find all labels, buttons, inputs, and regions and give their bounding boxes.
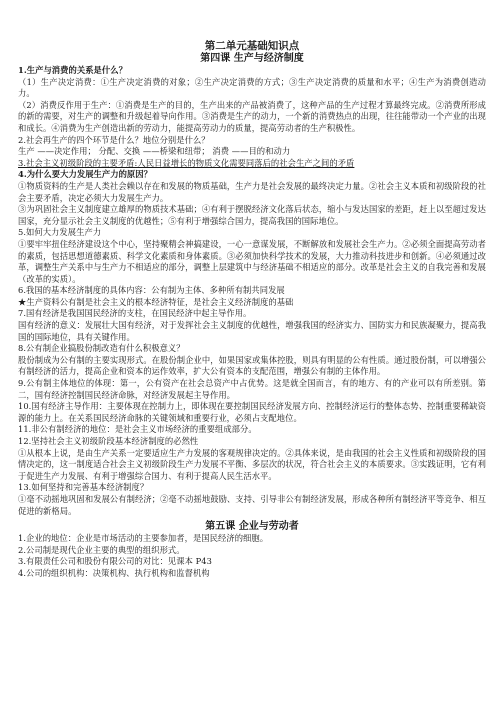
lesson4-paragraph: ①从根本上说，是由生产关系一定要适应生产力发展的客观规律决定的。②具体来说，是由我国的社会主义性质和初级阶段的国情决定的，这一制度适合社会主义初级阶段生产力发展不平衡、多层次的状况，符合社会主义的本质要求。③实践证明，它有利于促进生产力发展、有利于增强综合国力、有利于提高人民生活水平。 — [18, 447, 486, 481]
lesson5-paragraph: 1.企业的地位：企业是市场活动的主要参加者，是国民经济的细胞。 — [18, 533, 269, 544]
lesson4-paragraph: 6.我国的基本经济制度的具体内容：公有制为主体、多种所有制共同发展 — [18, 285, 285, 296]
lesson4-paragraph: （2）消费反作用于生产：①消费是生产的目的，生产出来的产品被消费了，这种产品的生产过程才算最终完成。②消费所形成的新的需要，对生产的调整和升级起着导向作用。③消费是生产的动力，一个新的消费热点的出现，往往能带动一个产业的出现和成长。④消费为生产创造出新的劳动力，能提高劳动力的质量，提高劳动者的生产积极性。 — [18, 99, 486, 133]
lesson4-paragraph: 3.社会主义初级阶段的主要矛盾:人民日益增长的物质文化需要同落后的社会生产之间的矛盾 — [18, 157, 355, 168]
lesson4-paragraph: 10.国有经济主导作用：主要体现在控制力上，即体现在要控制国民经济发展方向、控制经济运行的整体态势、控制重要稀缺资源的能力上。在关系国民经济命脉的关键领域和重要行业，必须占支配地位。 — [18, 401, 486, 423]
unit-title: 第二单元基础知识点 — [204, 40, 300, 52]
lesson4-paragraph: 9.公有制主体地位的体现：第一，公有资产在社会总资产中占优势。这是就全国而言，有的地方、有的产业可以有所差别。第二，国有经济控制国民经济命脉，对经济发展起主导作用。 — [18, 378, 486, 400]
lesson4-paragraph: ①毫不动摇地巩固和发展公有制经济；②毫不动摇地鼓励、支持、引导非公有制经济发展，形成各种所有制经济平等竞争、相互促进的新格局。 — [18, 493, 486, 516]
lesson4-paragraph: 13.如何坚持和完善基本经济制度？ — [18, 482, 149, 493]
lesson4-paragraph: 11.非公有制经济的地位：是社会主义市场经济的重要组成部分。 — [18, 424, 257, 435]
lesson4-paragraph: 4.为什么要大力发展生产力的原因？ — [18, 169, 152, 180]
lesson4-paragraph: （1）生产决定消费：①生产决定消费的对象；②生产决定消费的方式；③生产决定消费的质量和水平；④生产为消费创造动力。 — [18, 76, 486, 99]
lesson4-paragraph: 8.公有制企业搞股份制改造有什么积极意义？ — [18, 343, 185, 354]
document-page — [18, 40, 486, 580]
lesson4-paragraph: 股份制成为公有制的主要实现形式。在股份制企业中，如果国家或集体控股，则具有明显的公有性质。通过股份制，可以增强公有制经济的活力，提高企业和资本的运作效率，扩大公有资本的支配范围，增强公有制的主体作用。 — [18, 354, 486, 377]
lesson4-paragraph: 7.国有经济是我国国民经济的支柱，在国民经济中起主导作用。 — [18, 308, 252, 319]
lesson5-paragraph: 2.公司制是现代企业主要的典型的组织形式。 — [18, 544, 185, 555]
lesson4-paragraph: 1.生产与消费的关系是什么？ — [18, 65, 127, 75]
lesson5-body — [18, 533, 486, 579]
lesson4-paragraph: 5.如何大力发展生产力 — [18, 227, 102, 238]
lesson4-paragraph: 生产 ——决定作用； 分配、交换 ——桥梁和纽带； 消费 ——目的和动力 — [18, 146, 291, 157]
lesson4-paragraph: 12.坚持社会主义初级阶段基本经济制度的必然性 — [18, 436, 199, 446]
lesson4-paragraph: 2.社会再生产的四个环节是什么？地位分别是什么？ — [18, 134, 210, 145]
lesson5-title: 第五课 企业与劳动者 — [205, 521, 299, 533]
lesson5-paragraph: 4.公司的组织机构：决策机构、执行机构和监督机构 — [18, 567, 210, 578]
lesson4-paragraph: ③为巩固社会主义制度建立雄厚的物质技术基础；④有利于摆脱经济文化落后状态，缩小与发达国家的差距，赶上以至超过发达国家，充分显示社会主义制度的优越性；⑤有利于增强综合国力，提高我国的国际地位。 — [18, 204, 486, 226]
lesson4-paragraph: ①物质资料的生产是人类社会赖以存在和发展的物质基础，生产力是社会发展的最终决定力量。②社会主义本质和初级阶段的社会主要矛盾，决定必须大力发展生产力。 — [18, 180, 486, 203]
lesson4-body — [18, 65, 486, 517]
lesson5-paragraph: 3.有限责任公司和股份有限公司的对比：见课本 P43 — [18, 556, 212, 567]
lesson4-paragraph: ★生产资料公有制是社会主义的根本经济特征，是社会主义经济制度的基础 — [18, 296, 294, 307]
lesson4-title: 第四课 生产与经济制度 — [200, 53, 304, 64]
lesson4-paragraph: 国有经济的意义：发展壮大国有经济，对于发挥社会主义制度的优越性，增强我国的经济实力、国防实力和民族凝聚力，提高我国的国际地位，具有关键作用。 — [18, 320, 486, 342]
lesson4-paragraph: ①要牢牢扭住经济建设这个中心，坚持聚精会神搞建设，一心一意谋发展，不断解放和发展社会生产力。②必须全面提高劳动者的素质，包括思想道德素质、科学文化素质和身体素质。③必须加快科学技术的发展，大力推动科技进步和创新。④必须通过改革，调整生产关系中与生产力不相适应的部分，调整上层建筑中与经济基础不相适应的部分。改革是社会主义的自我完善和发展（改革的实质）。 — [18, 238, 486, 284]
